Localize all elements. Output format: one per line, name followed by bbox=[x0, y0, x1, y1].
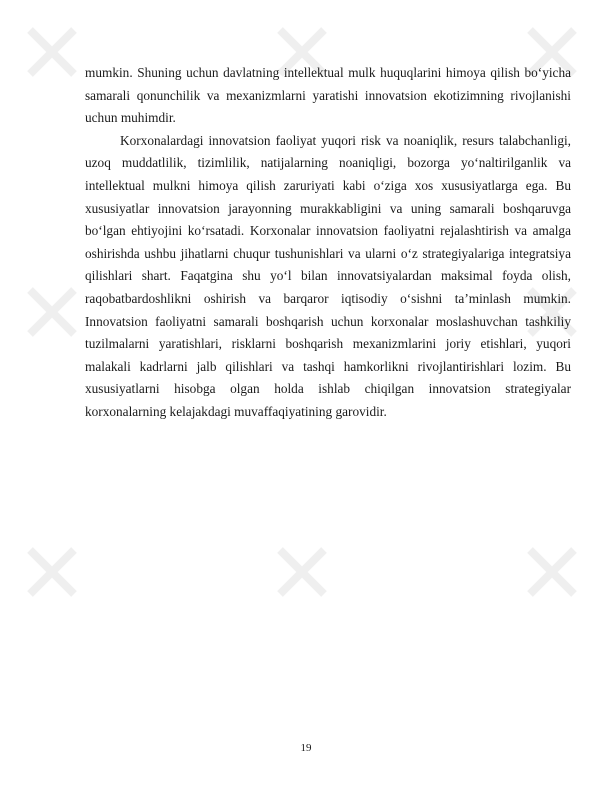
watermark-icon bbox=[270, 540, 334, 604]
watermark-icon bbox=[20, 540, 84, 604]
watermark-icon bbox=[520, 540, 584, 604]
watermark-icon bbox=[20, 20, 84, 84]
page-number: 19 bbox=[300, 742, 312, 754]
paragraph: Korxonalardagi innovatsion faoliyat yuqori risk va noaniqlik, resurs talabchanligi, uzoq muddatlilik, tizimlilik, natijalarning noaniqligi, bozorga yo‘naltirilganlik va intellektual mulkni himoya qilish zaruriyati kabi o‘ziga xos xususiyatlarga ega. Bu xususiyatlar innovatsion jarayonning murakkabligini va uning samarali boshqaruvga bo‘lgan ehtiyojini ko‘rsatadi. Korxonalar innovatsion faoliyatni rejalashtirish va amalga oshirishda ushbu jihatlarni chuqur tushunishlari va ularni o‘z strategiyalariga integratsiya qilishlari shart. Faqatgina shu yo‘l bilan innovatsiyalardan maksimal foyda olish, raqobatbardoshlikni oshirish va barqaror iqtisodiy o‘sishni ta’minlash mumkin. Innovatsion faoliyatni samarali boshqarish uchun korxonalar moslashuvchan tashkiliy tuzilmalarni yaratishlari, risklarni boshqarish mexanizmlarini joriy etishlari, yuqori malakali kadrlarni jalb qilishlari va tashqi hamkorlikni rivojlantirishlari lozim. Bu xususiyatlarni hisobga olgan holda ishlab chiqilgan innovatsion strategiyalar korxonalarning kelajakdagi muvaffaqiyatining garovidir. bbox=[85, 132, 571, 419]
paragraph: mumkin. Shuning uchun davlatning intellektual mulk huquqlarini himoya qilish bo‘yicha samarali qonunchilik va mexanizmlarni yaratishi innovatsion ekotizimning rivojlanishi uchun muhimdir. bbox=[85, 65, 571, 126]
body-text bbox=[85, 62, 571, 424]
watermark-icon bbox=[20, 280, 84, 344]
